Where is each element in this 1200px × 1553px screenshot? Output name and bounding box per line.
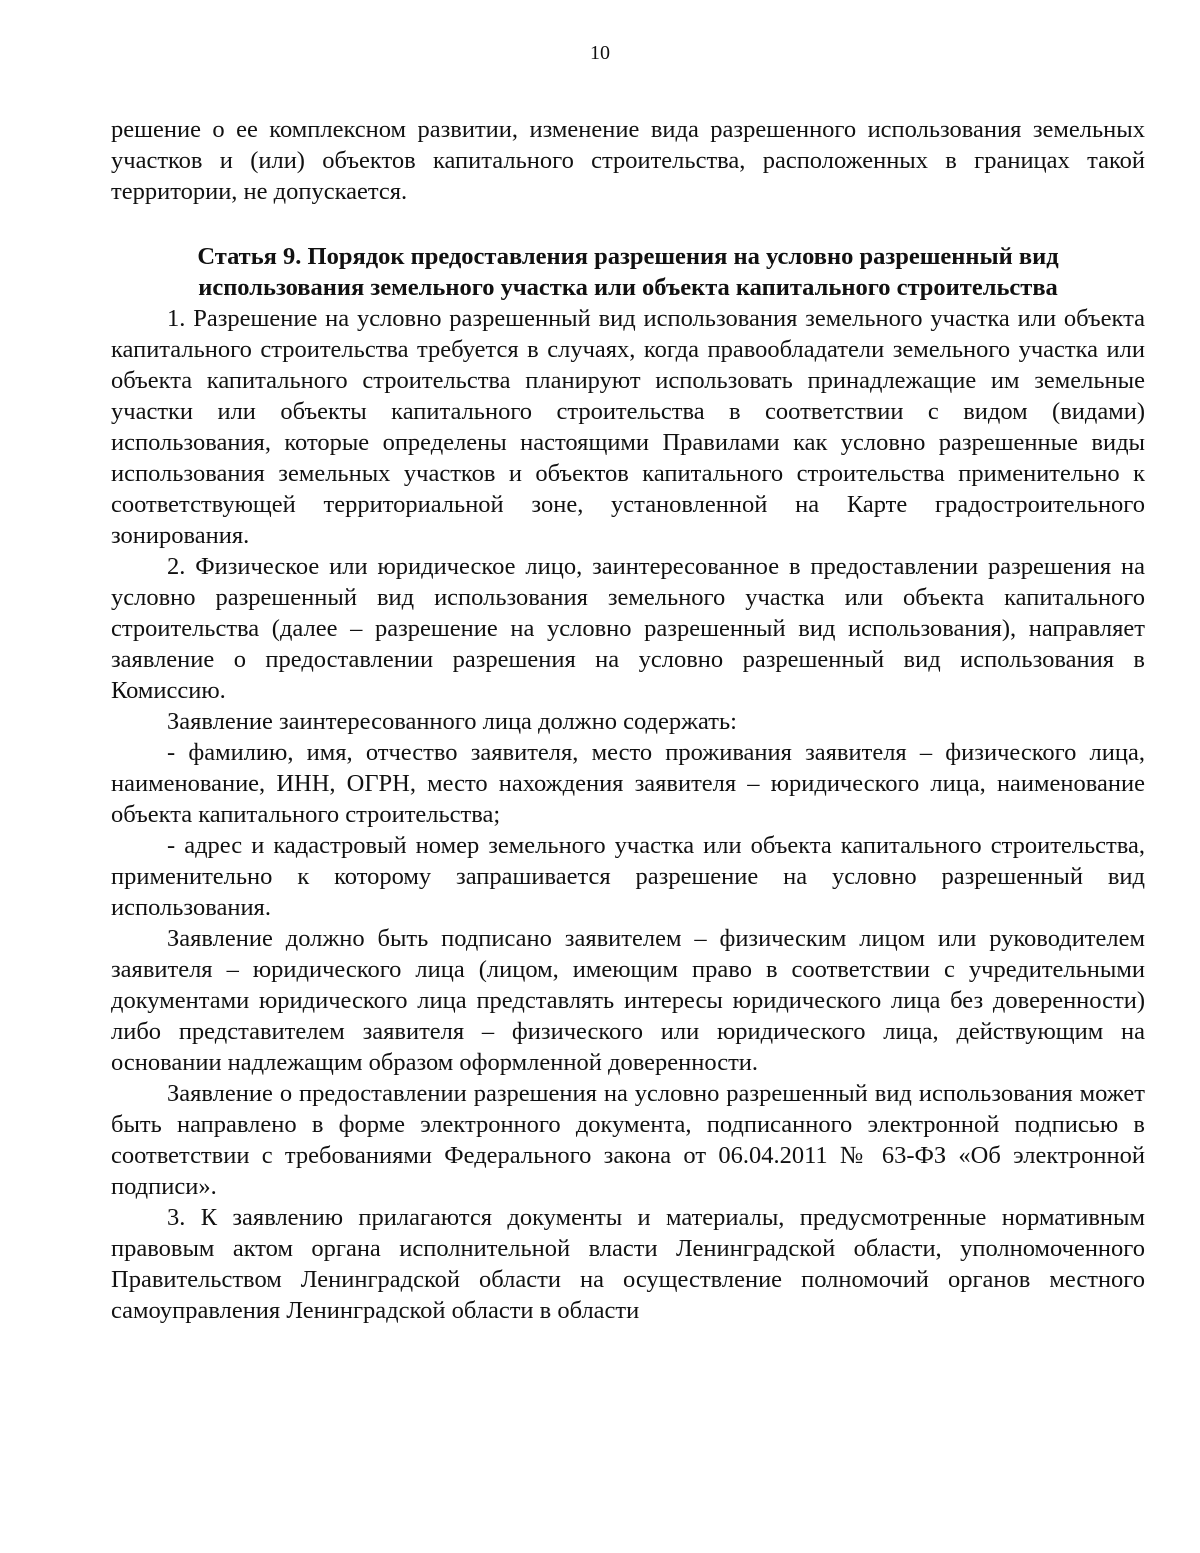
document-body: [111, 114, 1145, 1326]
application-contents-intro: Заявление заинтересованного лица должно содержать:: [167, 708, 737, 735]
paragraph-2: 2. Физическое или юридическое лицо, заинтересованное в предоставлении разрешения на условно разрешенный вид использования земельного участка или объекта капитального строительства (далее – разрешение на условно разрешенный вид использования), направляет заявление о предоставлении разрешения на условно разрешенный вид использования в Комиссию.: [111, 553, 1145, 704]
paragraph-1: 1. Разрешение на условно разрешенный вид использования земельного участка или объекта капитального строительства требуется в случаях, когда правообладатели земельного участка или объекта капитального строительства планируют использовать принадлежащие им земельные участки или объекты капитального строительства в соответствии с видом (видами) использования, которые определены настоящими Правилами как условно разрешенные виды использования земельных участков и объектов капитального строительства применительно к соответствующей территориальной зоне, установленной на Карте градостроительного зонирования.: [111, 305, 1145, 549]
list-item-applicant-details: - фамилию, имя, отчество заявителя, место проживания заявителя – физического лица, наименование, ИНН, ОГРН, место нахождения заявителя – юридического лица, наименование объекта капитального строительства;: [111, 739, 1145, 828]
intro-paragraph: решение о ее комплексном развитии, изменение вида разрешенного использования земельных участков и (или) объектов капитального строительства, расположенных в границах такой территории, не допускается.: [111, 116, 1145, 205]
signature-requirements-paragraph: Заявление должно быть подписано заявителем – физическим лицом или руководителем заявителя – юридического лица (лицом, имеющим право в соответствии с учредительными документами юридического лица представлять интересы юридического лица без доверенности) либо представителем заявителя – физического или юридического лица, действующим на основании надлежащим образом оформленной доверенности.: [111, 925, 1145, 1076]
article-title-line-2: использования земельного участка или объекта капитального строительства: [198, 274, 1058, 301]
article-title-line-1: Статья 9. Порядок предоставления разрешения на условно разрешенный вид: [197, 243, 1059, 270]
page-number: 10: [590, 42, 610, 64]
paragraph-3: 3. К заявлению прилагаются документы и материалы, предусмотренные нормативным правовым актом органа исполнительной власти Ленинградской области, уполномоченного Правительством Ленинградской области на осуществление полномочий органов местного самоуправления Ленинградской области в области: [111, 1204, 1145, 1324]
list-item-address-cadastral: - адрес и кадастровый номер земельного участка или объекта капитального строительства, применительно к которому запрашивается разрешение на условно разрешенный вид использования.: [111, 832, 1145, 921]
article-heading: [111, 241, 1145, 303]
electronic-document-paragraph: Заявление о предоставлении разрешения на условно разрешенный вид использования может быть направлено в форме электронного документа, подписанного электронной подписью в соответствии с требованиями Федерального закона от 06.04.2011 № 63-ФЗ «Об электронной подписи».: [111, 1080, 1145, 1200]
